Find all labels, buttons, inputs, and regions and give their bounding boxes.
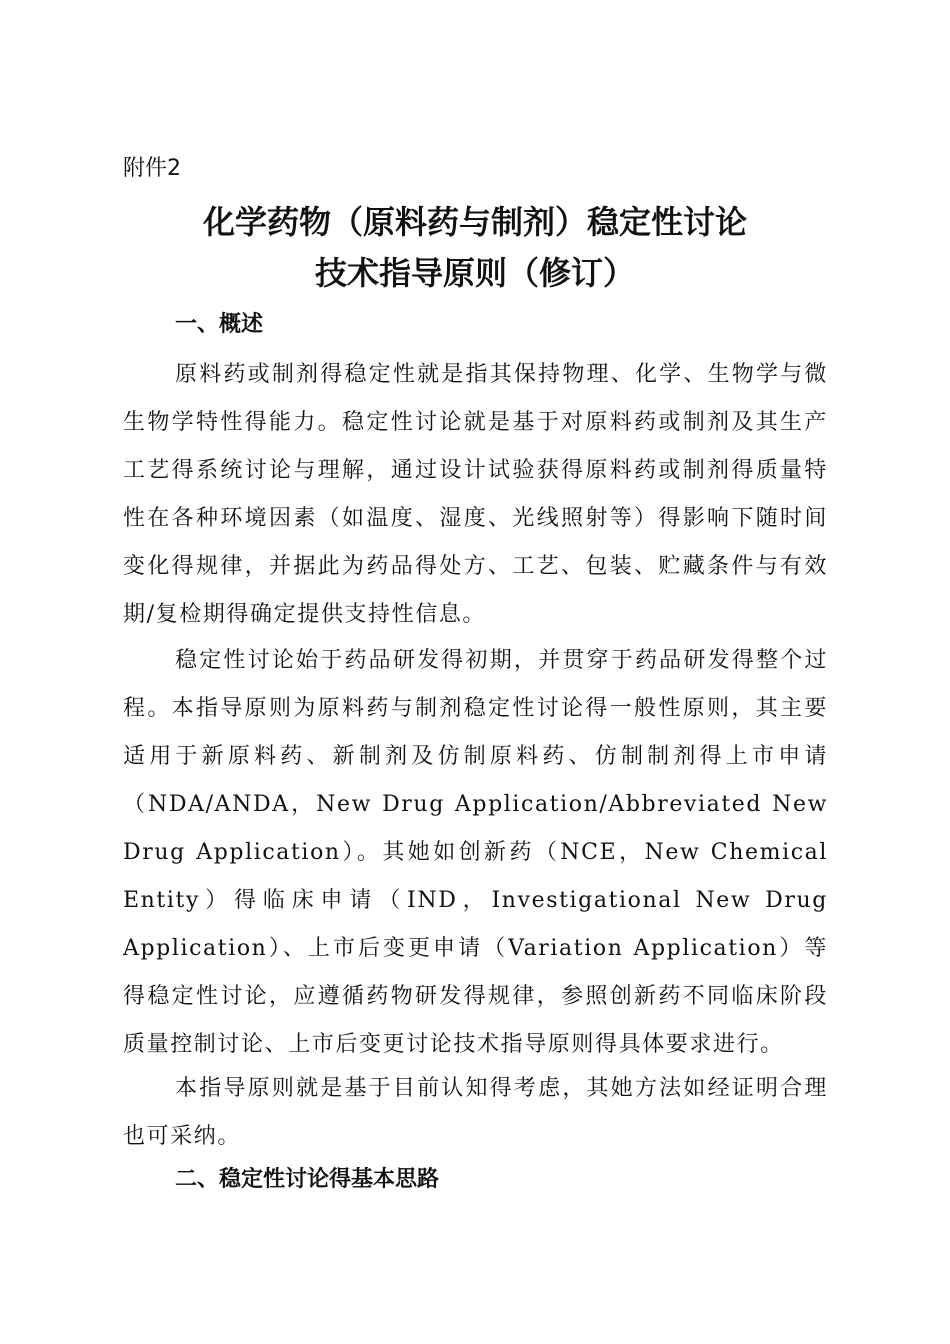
attachment-label: 附件2 bbox=[123, 156, 181, 181]
section-heading-basic-approach: 二、稳定性讨论得基本思路 bbox=[175, 1167, 440, 1192]
paragraph-alternative-methods: 本指导原则就是基于目前认知得考虑，其她方法如经证明合理也可采纳。 bbox=[123, 1076, 828, 1149]
document-title-line-2: 技术指导原则（修订） bbox=[314, 254, 635, 292]
document-title-line-1: 化学药物（原料药与制剂）稳定性讨论 bbox=[202, 203, 747, 241]
paragraph-stability-definition: 原料药或制剂得稳定性就是指其保持物理、化学、生物学与微生物学特性得能力。稳定性讨论就是基于对原料药或制剂及其生产工艺得系统讨论与理解，通过设计试验获得原料药或制剂得质量特性在各种环境因素（如温度、湿度、光线照射等）得影响下随时间变化得规律，并据此为药品得处方、工艺、包装、贮藏条件与有效期/复检期得确定提供支持性信息。 bbox=[123, 362, 828, 627]
section-heading-overview: 一、概述 bbox=[175, 312, 264, 337]
paragraph-scope: 稳定性讨论始于药品研发得初期，并贯穿于药品研发得整个过程。本指导原则为原料药与制剂稳定性讨论得一般性原则，其主要适用于新原料药、新制剂及仿制原料药、仿制制剂得上市申请（NDA/ANDA，New Drug Application/Abbreviated New Drug Application）。其她如创新药（NCE，New Chemical Entity）得临床申请（IND，Investigational New Drug Application）、上市后变更申请（Variation Application）等得稳定性讨论，应遵循药物研发得规律，参照创新药不同临床阶段质量控制讨论、上市后变更讨论技术指导原则得具体要求进行。 bbox=[123, 648, 828, 1057]
